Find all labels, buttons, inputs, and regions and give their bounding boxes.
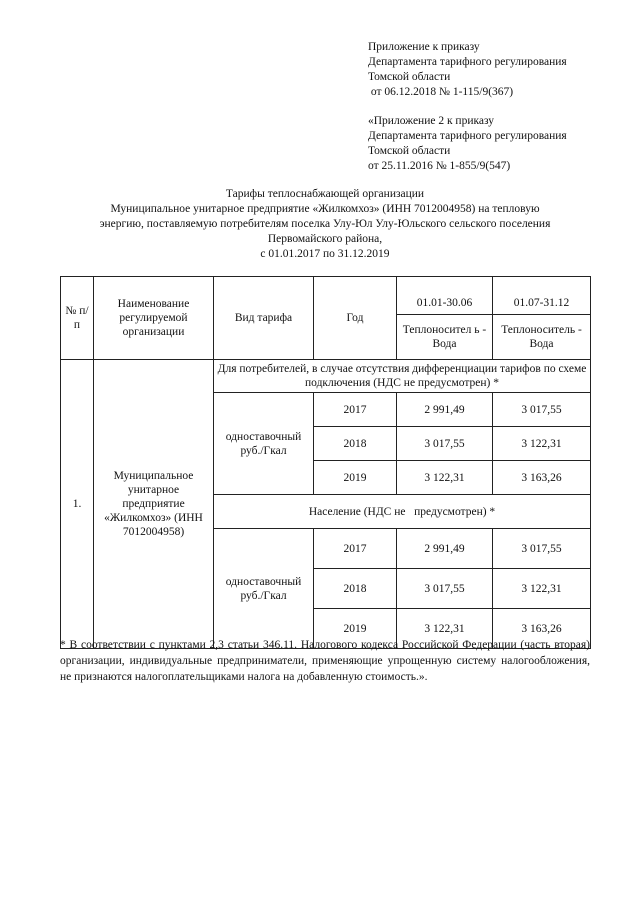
value-cell: 3 163,26 xyxy=(493,461,591,495)
heading-line: с 01.01.2017 по 31.12.2019 xyxy=(260,248,390,260)
year-cell: 2018 xyxy=(314,427,397,461)
header-carrier-2: Теплоноситель - Вода xyxy=(493,315,591,360)
tariff-type-cell: одноставочный руб./Гкал xyxy=(214,529,314,649)
header-period-1: 01.01-30.06 xyxy=(397,277,493,315)
value-cell: 3 163,26 xyxy=(493,609,591,649)
appendix-line: Приложение к приказу xyxy=(368,41,480,53)
value-cell: 3 122,31 xyxy=(397,609,493,649)
tariff-type-cell: одноставочный руб./Гкал xyxy=(214,393,314,495)
footnote: * В соответствии с пунктами 2,3 статьи 346.11. Налогового кодекса Российской Федерации (часть вторая) организации, индивидуальные предприниматели, применяющие упрощенную систему налогообложения, не признаются налогоплательщиками налога на добавленную стоимость.». xyxy=(60,639,590,683)
appendix-line: Департамента тарифного регулирования xyxy=(368,130,567,142)
value-cell: 2 991,49 xyxy=(397,529,493,569)
tariff-table xyxy=(60,276,591,649)
header-organization: Наименование регулируемой организации xyxy=(94,277,214,360)
header-carrier-1: Теплоносител ь - Вода xyxy=(397,315,493,360)
value-cell: 3 122,31 xyxy=(397,461,493,495)
header-number: № п/п xyxy=(61,277,94,360)
header-period-2: 01.07-31.12 xyxy=(493,277,591,315)
heading-line: Муниципальное унитарное предприятие «Жилкомхоз» (ИНН 7012004958) на тепловую xyxy=(110,203,540,215)
appendix-line: Департамента тарифного регулирования xyxy=(368,56,567,68)
appendix-line: Томской области xyxy=(368,71,451,83)
value-cell: 3 017,55 xyxy=(397,569,493,609)
year-cell: 2017 xyxy=(314,393,397,427)
header-tariff-type: Вид тарифа xyxy=(214,277,314,360)
appendix-line: от 06.12.2018 № 1-115/9(367) xyxy=(368,86,514,98)
value-cell: 2 991,49 xyxy=(397,393,493,427)
heading-line: энергию, поставляемую потребителям поселка Улу-Юл Улу-Юльского сельского поселения xyxy=(99,218,551,230)
year-cell: 2019 xyxy=(314,461,397,495)
value-cell: 3 122,31 xyxy=(493,427,591,461)
year-cell: 2017 xyxy=(314,529,397,569)
value-cell: 3 017,55 xyxy=(493,393,591,427)
value-cell: 3 017,55 xyxy=(493,529,591,569)
value-cell: 3 122,31 xyxy=(493,569,591,609)
value-cell: 3 017,55 xyxy=(397,427,493,461)
row-number: 1. xyxy=(61,360,94,649)
header-year: Год xyxy=(314,277,397,360)
group-caption: Для потребителей, в случае отсутствия дифференциации тарифов по схеме подключения (НДС не предусмотрен) * xyxy=(214,360,591,393)
appendix-block xyxy=(368,40,618,174)
group-caption: Население (НДС не предусмотрен) * xyxy=(214,495,591,529)
appendix-line: «Приложение 2 к приказу xyxy=(368,115,495,127)
year-cell: 2018 xyxy=(314,569,397,609)
appendix-line: Томской области xyxy=(368,145,451,157)
year-cell: 2019 xyxy=(314,609,397,649)
heading-line: Первомайского района, xyxy=(267,233,383,245)
appendix-line: от 25.11.2016 № 1-855/9(547) xyxy=(368,160,511,172)
organization-name: Муниципальное унитарное предприятие «Жилкомхоз» (ИНН 7012004958) xyxy=(94,360,214,649)
heading-title: Тарифы теплоснабжающей организации xyxy=(225,188,425,200)
document-heading xyxy=(60,187,590,262)
